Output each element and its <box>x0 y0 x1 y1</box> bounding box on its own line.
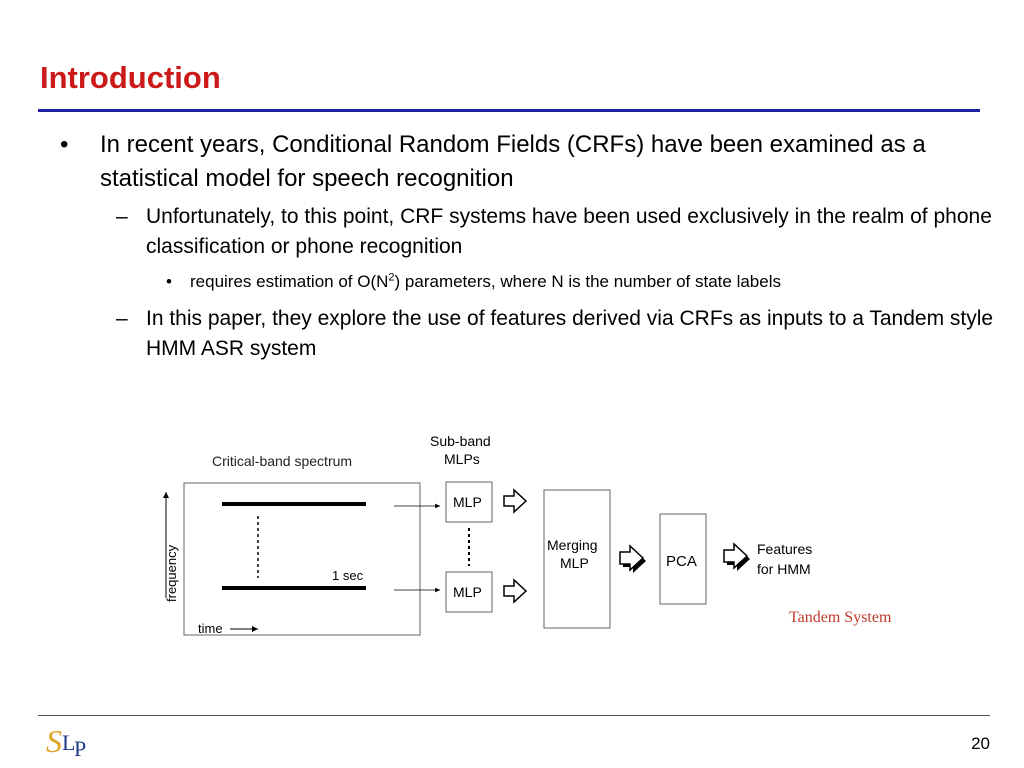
shadow-arrow-merge <box>620 546 646 573</box>
bullet-level2 <box>116 304 1016 364</box>
svg-text:S: S <box>46 723 62 759</box>
bullet-text: In this paper, they explore the use of features derived via CRFs as inputs to a Tandem style HMM ASR system <box>146 307 994 360</box>
shadow-arrow-pca <box>724 544 750 571</box>
hollow-arrow-bottom <box>504 580 526 602</box>
footer-divider <box>38 715 990 716</box>
bullet-marker: • <box>166 272 172 291</box>
tandem-system-diagram <box>150 420 850 650</box>
mlp-label-bottom: MLP <box>453 584 482 600</box>
merging-label-2: MLP <box>560 555 589 571</box>
merging-label-1: Merging <box>547 537 598 553</box>
hollow-arrow-top <box>504 490 526 512</box>
bullet-level1 <box>60 128 960 196</box>
bullet-text: In recent years, Conditional Random Fields (CRFs) have been examined as a statistical model for speech recognition <box>100 131 926 192</box>
bullet-text: requires estimation of $O(N^2)$ parameters, where N is the number of state labels <box>190 271 781 291</box>
spectrum-title: Critical-band spectrum <box>212 453 353 469</box>
frequency-label: frequency <box>164 544 179 602</box>
bullet-marker: – <box>116 307 128 330</box>
subband-title-line2: MLPs <box>444 451 480 467</box>
svg-text:L: L <box>62 730 76 755</box>
subband-title: Sub-band <box>430 433 491 449</box>
svg-text:P: P <box>74 736 87 761</box>
title-underline <box>38 109 980 112</box>
bullet-level3 <box>166 270 1010 294</box>
bullet-marker: • <box>60 131 69 158</box>
features-label-1: Features <box>757 541 813 557</box>
bullet-text: Unfortunately, to this point, CRF systems have been used exclusively in the realm of phone classification or phone recognition <box>146 205 992 258</box>
pca-label: PCA <box>666 553 697 570</box>
bullet-marker: – <box>116 205 128 228</box>
slide-title: Introduction <box>40 60 221 95</box>
page-number: 20 <box>971 734 990 753</box>
slp-logo-icon <box>44 722 96 762</box>
features-label-2: for HMM <box>757 561 811 577</box>
figure-caption: Tandem System <box>789 609 892 626</box>
mlp-label-top: MLP <box>453 494 482 510</box>
time-label: time <box>198 621 223 636</box>
duration-label: 1 sec <box>332 568 364 583</box>
bullet-level2 <box>116 202 1016 262</box>
